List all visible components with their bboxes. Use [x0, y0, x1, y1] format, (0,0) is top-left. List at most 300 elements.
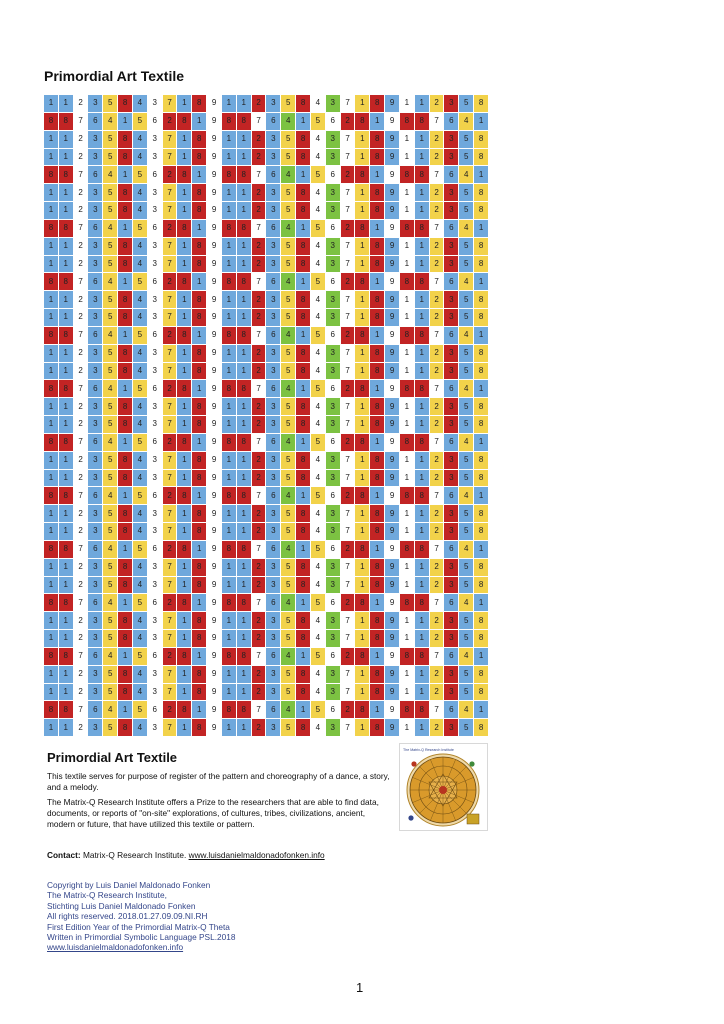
textile-cell: 9: [385, 470, 399, 487]
textile-cell: 2: [74, 398, 88, 415]
textile-cell: 8: [415, 273, 429, 290]
textile-cell: 6: [148, 701, 162, 718]
textile-cell: 7: [341, 149, 355, 166]
textile-cell: 8: [222, 166, 236, 183]
textile-cell: 8: [44, 487, 58, 504]
textile-cell: 8: [296, 684, 310, 701]
textile-cell: 5: [281, 684, 295, 701]
textile-cell: 2: [341, 541, 355, 558]
textile-cell: 3: [326, 363, 340, 380]
textile-cell: 8: [415, 327, 429, 344]
textile-cell: 6: [148, 434, 162, 451]
textile-cell: 9: [207, 612, 221, 629]
textile-cell: 3: [148, 470, 162, 487]
textile-cell: 8: [474, 612, 488, 629]
textile-cell: 1: [44, 149, 58, 166]
textile-cell: 8: [474, 452, 488, 469]
textile-cell: 1: [222, 363, 236, 380]
textile-cell: 3: [88, 256, 102, 273]
textile-cell: 3: [266, 398, 280, 415]
textile-cell: 8: [355, 220, 369, 237]
textile-cell: 5: [311, 434, 325, 451]
textile-cell: 1: [44, 612, 58, 629]
textile-cell: 8: [44, 701, 58, 718]
textile-cell: 7: [74, 487, 88, 504]
textile-cell: 5: [459, 345, 473, 362]
textile-cell: 5: [281, 131, 295, 148]
contact-org: Matrix-Q Research Institute.: [82, 850, 187, 860]
textile-cell: 2: [341, 701, 355, 718]
textile-cell: 3: [266, 256, 280, 273]
textile-cell: 1: [237, 666, 251, 683]
textile-cell: 1: [222, 470, 236, 487]
textile-cell: 3: [88, 345, 102, 362]
textile-cell: 8: [355, 487, 369, 504]
textile-cell: 4: [133, 309, 147, 326]
textile-cell: 6: [266, 380, 280, 397]
textile-cell: 1: [474, 113, 488, 130]
textile-cell: 8: [370, 238, 384, 255]
copyright-line: Written in Primordial Symbolic Language PSL.2018: [47, 932, 236, 943]
textile-cell: 7: [163, 719, 177, 736]
textile-cell: 8: [192, 202, 206, 219]
textile-cell: 5: [311, 594, 325, 611]
textile-cell: 4: [133, 630, 147, 647]
textile-cell: 1: [355, 452, 369, 469]
textile-cell: 8: [192, 470, 206, 487]
textile-cell: 8: [355, 701, 369, 718]
page-number: 1: [356, 980, 364, 995]
textile-cell: 8: [192, 131, 206, 148]
textile-cell: 3: [148, 184, 162, 201]
textile-cell: 8: [118, 131, 132, 148]
textile-cell: 1: [177, 256, 191, 273]
textile-cell: 1: [59, 256, 73, 273]
textile-cell: 4: [311, 719, 325, 736]
textile-cell: 8: [177, 434, 191, 451]
textile-cell: 1: [355, 612, 369, 629]
textile-cell: 8: [474, 291, 488, 308]
textile-cell: 1: [44, 184, 58, 201]
textile-cell: 8: [355, 648, 369, 665]
textile-cell: 1: [296, 220, 310, 237]
textile-cell: 6: [444, 648, 458, 665]
textile-cell: 1: [44, 202, 58, 219]
textile-cell: 9: [207, 577, 221, 594]
textile-cell: 1: [192, 220, 206, 237]
textile-cell: 5: [459, 452, 473, 469]
textile-cell: 8: [415, 648, 429, 665]
textile-cell: 1: [118, 541, 132, 558]
textile-cell: 3: [326, 238, 340, 255]
textile-cell: 3: [266, 523, 280, 540]
textile-cell: 8: [222, 327, 236, 344]
textile-cell: 7: [341, 131, 355, 148]
textile-cell: 3: [148, 416, 162, 433]
textile-cell: 7: [163, 523, 177, 540]
textile-cell: 1: [237, 202, 251, 219]
textile-cell: 5: [281, 719, 295, 736]
textile-cell: 5: [133, 434, 147, 451]
textile-cell: 3: [88, 523, 102, 540]
textile-cell: 1: [177, 184, 191, 201]
textile-cell: 1: [118, 113, 132, 130]
textile-cell: 5: [103, 363, 117, 380]
textile-cell: 1: [177, 684, 191, 701]
textile-cell: 1: [400, 719, 414, 736]
textile-cell: 2: [252, 131, 266, 148]
textile-cell: 3: [266, 470, 280, 487]
textile-cell: 7: [341, 345, 355, 362]
textile-cell: 6: [444, 220, 458, 237]
textile-cell: 1: [222, 256, 236, 273]
textile-cell: 1: [177, 149, 191, 166]
textile-cell: 7: [341, 238, 355, 255]
textile-cell: 2: [430, 363, 444, 380]
textile-cell: 3: [266, 184, 280, 201]
textile-cell: 5: [281, 666, 295, 683]
textile-cell: 1: [177, 523, 191, 540]
textile-cell: 1: [177, 452, 191, 469]
textile-cell: 1: [222, 612, 236, 629]
textile-cell: 8: [370, 666, 384, 683]
textile-cell: 1: [415, 612, 429, 629]
textile-cell: 3: [444, 612, 458, 629]
textile-cell: 5: [311, 487, 325, 504]
textile-cell: 7: [341, 452, 355, 469]
textile-cell: 8: [400, 648, 414, 665]
textile-cell: 2: [74, 559, 88, 576]
textile-cell: 9: [385, 416, 399, 433]
textile-cell: 9: [385, 220, 399, 237]
textile-cell: 1: [118, 273, 132, 290]
textile-cell: 7: [163, 256, 177, 273]
textile-cell: 9: [207, 380, 221, 397]
textile-cell: 1: [237, 256, 251, 273]
textile-cell: 8: [59, 380, 73, 397]
textile-cell: 1: [415, 452, 429, 469]
textile-cell: 1: [370, 166, 384, 183]
textile-cell: 8: [192, 612, 206, 629]
textile-cell: 5: [311, 113, 325, 130]
textile-cell: 5: [311, 648, 325, 665]
textile-cell: 3: [444, 470, 458, 487]
textile-cell: 1: [177, 630, 191, 647]
textile-cell: 6: [266, 327, 280, 344]
textile-cell: 4: [133, 291, 147, 308]
textile-cell: 5: [281, 559, 295, 576]
textile-cell: 3: [148, 131, 162, 148]
textile-cell: 5: [281, 577, 295, 594]
textile-cell: 4: [133, 719, 147, 736]
textile-cell: 7: [430, 273, 444, 290]
textile-cell: 9: [385, 648, 399, 665]
textile-cell: 2: [430, 523, 444, 540]
textile-cell: 5: [281, 612, 295, 629]
textile-cell: 8: [177, 273, 191, 290]
textile-cell: 6: [148, 648, 162, 665]
textile-cell: 1: [415, 398, 429, 415]
textile-cell: 8: [222, 220, 236, 237]
textile-cell: 2: [252, 291, 266, 308]
textile-cell: 3: [266, 684, 280, 701]
textile-cell: 1: [44, 291, 58, 308]
textile-cell: 4: [133, 184, 147, 201]
textile-cell: 8: [370, 256, 384, 273]
textile-cell: 1: [400, 684, 414, 701]
textile-cell: 3: [444, 666, 458, 683]
textile-cell: 6: [148, 327, 162, 344]
textile-cell: 1: [222, 184, 236, 201]
textile-cell: 9: [385, 594, 399, 611]
textile-cell: 4: [459, 380, 473, 397]
textile-cell: 1: [44, 577, 58, 594]
textile-cell: 8: [474, 684, 488, 701]
textile-cell: 6: [444, 380, 458, 397]
textile-cell: 9: [207, 434, 221, 451]
textile-cell: 6: [148, 220, 162, 237]
textile-cell: 4: [311, 523, 325, 540]
textile-cell: 2: [252, 149, 266, 166]
textile-cell: 7: [163, 345, 177, 362]
textile-cell: 9: [207, 666, 221, 683]
textile-cell: 9: [207, 452, 221, 469]
textile-cell: 6: [266, 648, 280, 665]
textile-cell: 1: [59, 363, 73, 380]
textile-cell: 7: [430, 487, 444, 504]
textile-cell: 8: [118, 398, 132, 415]
textile-cell: 4: [311, 612, 325, 629]
textile-cell: 8: [118, 291, 132, 308]
textile-cell: 3: [148, 95, 162, 112]
textile-cell: 1: [237, 577, 251, 594]
textile-cell: 8: [118, 309, 132, 326]
textile-cell: 8: [177, 220, 191, 237]
textile-cell: 2: [430, 470, 444, 487]
textile-cell: 6: [88, 273, 102, 290]
textile-cell: 7: [430, 648, 444, 665]
textile-cell: 8: [474, 131, 488, 148]
textile-cell: 8: [192, 309, 206, 326]
textile-cell: 7: [74, 113, 88, 130]
textile-cell: 3: [88, 719, 102, 736]
textile-cell: 3: [326, 559, 340, 576]
textile-cell: 1: [44, 559, 58, 576]
textile-cell: 7: [163, 612, 177, 629]
textile-cell: 9: [385, 505, 399, 522]
textile-cell: 3: [444, 505, 458, 522]
textile-cell: 7: [341, 291, 355, 308]
textile-cell: 6: [148, 273, 162, 290]
textile-cell: 8: [296, 470, 310, 487]
textile-cell: 9: [385, 345, 399, 362]
textile-cell: 5: [281, 345, 295, 362]
textile-cell: 3: [444, 95, 458, 112]
textile-cell: 8: [296, 131, 310, 148]
textile-cell: 8: [192, 630, 206, 647]
textile-cell: 4: [459, 166, 473, 183]
textile-cell: 7: [430, 434, 444, 451]
textile-cell: 2: [74, 131, 88, 148]
textile-cell: 9: [207, 220, 221, 237]
textile-cell: 6: [326, 594, 340, 611]
textile-cell: 7: [341, 505, 355, 522]
textile-cell: 9: [207, 648, 221, 665]
textile-cell: 8: [192, 238, 206, 255]
textile-cell: 1: [44, 309, 58, 326]
textile-cell: 3: [88, 149, 102, 166]
textile-cell: 9: [207, 630, 221, 647]
textile-cell: 5: [103, 684, 117, 701]
textile-cell: 2: [252, 309, 266, 326]
textile-cell: 1: [222, 684, 236, 701]
textile-cell: 4: [281, 487, 295, 504]
textile-cell: 1: [222, 523, 236, 540]
textile-cell: 3: [444, 345, 458, 362]
textile-cell: 1: [237, 398, 251, 415]
textile-cell: 5: [459, 291, 473, 308]
textile-cell: 8: [400, 541, 414, 558]
textile-cell: 9: [385, 238, 399, 255]
textile-cell: 8: [370, 95, 384, 112]
textile-cell: 4: [281, 541, 295, 558]
textile-cell: 3: [88, 291, 102, 308]
textile-cell: 1: [474, 327, 488, 344]
textile-cell: 1: [355, 577, 369, 594]
textile-cell: 8: [370, 523, 384, 540]
textile-cell: 8: [370, 719, 384, 736]
textile-cell: 1: [118, 701, 132, 718]
textile-cell: 5: [459, 719, 473, 736]
textile-cell: 7: [252, 434, 266, 451]
textile-cell: 2: [252, 238, 266, 255]
textile-cell: 8: [355, 434, 369, 451]
textile-cell: 1: [222, 95, 236, 112]
textile-cell: 1: [400, 291, 414, 308]
textile-cell: 8: [222, 434, 236, 451]
textile-cell: 2: [341, 487, 355, 504]
textile-cell: 4: [459, 541, 473, 558]
textile-cell: 1: [296, 380, 310, 397]
textile-cell: 9: [207, 719, 221, 736]
textile-cell: 1: [474, 594, 488, 611]
textile-cell: 1: [222, 131, 236, 148]
textile-cell: 2: [252, 612, 266, 629]
textile-cell: 2: [430, 291, 444, 308]
textile-cell: 5: [103, 202, 117, 219]
textile-cell: 4: [281, 327, 295, 344]
textile-cell: 2: [430, 184, 444, 201]
textile-cell: 4: [311, 131, 325, 148]
textile-cell: 8: [474, 666, 488, 683]
textile-cell: 9: [207, 398, 221, 415]
textile-cell: 1: [237, 523, 251, 540]
textile-cell: 1: [355, 630, 369, 647]
textile-cell: 7: [430, 541, 444, 558]
textile-cell: 6: [88, 166, 102, 183]
textile-cell: 1: [59, 238, 73, 255]
textile-grid: [44, 95, 488, 736]
textile-cell: 1: [370, 220, 384, 237]
textile-cell: 3: [266, 452, 280, 469]
textile-cell: 4: [459, 327, 473, 344]
textile-cell: 6: [266, 220, 280, 237]
textile-cell: 9: [207, 345, 221, 362]
textile-cell: 6: [266, 594, 280, 611]
textile-cell: 7: [74, 220, 88, 237]
textile-cell: 8: [44, 380, 58, 397]
textile-cell: 5: [459, 184, 473, 201]
textile-cell: 9: [385, 452, 399, 469]
contact-link[interactable]: www.luisdanielmaldonadofonken.info: [188, 850, 325, 860]
textile-cell: 3: [326, 256, 340, 273]
textile-cell: 8: [44, 113, 58, 130]
textile-cell: 8: [474, 577, 488, 594]
textile-cell: 4: [103, 166, 117, 183]
textile-cell: 2: [430, 505, 444, 522]
textile-cell: 8: [118, 184, 132, 201]
textile-cell: 1: [474, 273, 488, 290]
textile-cell: 8: [474, 523, 488, 540]
textile-cell: 2: [430, 719, 444, 736]
copyright-link[interactable]: www.luisdanielmaldonadofonken.info: [47, 942, 184, 953]
textile-cell: 8: [237, 648, 251, 665]
textile-cell: 8: [118, 559, 132, 576]
textile-cell: 1: [59, 291, 73, 308]
textile-cell: 1: [192, 434, 206, 451]
textile-cell: 3: [148, 238, 162, 255]
textile-cell: 5: [311, 380, 325, 397]
textile-cell: 8: [192, 666, 206, 683]
textile-cell: 1: [237, 719, 251, 736]
textile-cell: 9: [207, 95, 221, 112]
textile-cell: 1: [237, 612, 251, 629]
textile-cell: 8: [370, 131, 384, 148]
textile-cell: 8: [296, 523, 310, 540]
textile-cell: 3: [88, 363, 102, 380]
textile-cell: 1: [474, 166, 488, 183]
copyright-line: The Matrix-Q Research Institute,: [47, 890, 167, 901]
textile-cell: 2: [341, 380, 355, 397]
textile-cell: 2: [430, 345, 444, 362]
textile-cell: 8: [237, 434, 251, 451]
textile-cell: 4: [133, 470, 147, 487]
textile-cell: 5: [459, 666, 473, 683]
textile-cell: 1: [400, 470, 414, 487]
textile-cell: 3: [266, 309, 280, 326]
textile-cell: 8: [370, 505, 384, 522]
textile-cell: 8: [44, 648, 58, 665]
textile-cell: 1: [192, 113, 206, 130]
textile-cell: 4: [311, 577, 325, 594]
textile-cell: 4: [311, 416, 325, 433]
textile-cell: 9: [385, 291, 399, 308]
textile-cell: 4: [281, 648, 295, 665]
textile-cell: 2: [74, 505, 88, 522]
textile-cell: 4: [281, 220, 295, 237]
textile-cell: 3: [444, 559, 458, 576]
textile-cell: 8: [59, 541, 73, 558]
textile-cell: 1: [400, 416, 414, 433]
textile-cell: 9: [385, 202, 399, 219]
textile-cell: 1: [177, 95, 191, 112]
textile-cell: 5: [133, 701, 147, 718]
textile-cell: 3: [326, 452, 340, 469]
textile-cell: 1: [415, 256, 429, 273]
textile-cell: 7: [163, 131, 177, 148]
textile-cell: 4: [311, 238, 325, 255]
textile-cell: 5: [103, 95, 117, 112]
